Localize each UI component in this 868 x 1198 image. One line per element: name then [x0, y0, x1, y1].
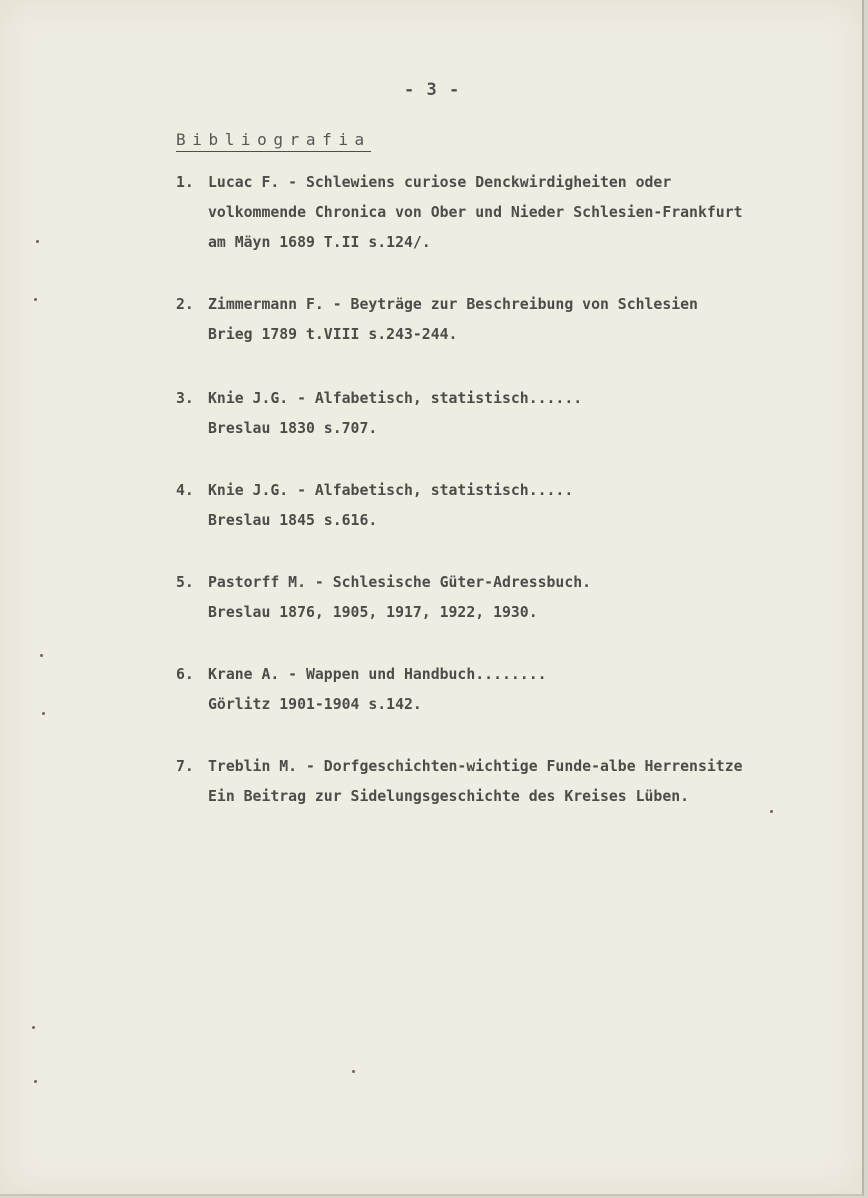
- entry-line: Lucac F. - Schlewiens curiose Denckwirdigheiten oder: [208, 174, 672, 191]
- entry-line: Knie J.G. - Alfabetisch, statistisch......: [208, 390, 583, 407]
- entry-line: Pastorff M. - Schlesische Güter-Adressbuch.: [208, 574, 592, 591]
- entry-number: 2.: [176, 296, 194, 313]
- page-number: - 3 -: [404, 80, 461, 100]
- bibliography-entry-2: [176, 290, 846, 350]
- paper-speck: [40, 654, 43, 657]
- entry-line: Breslau 1845 s.616.: [208, 512, 378, 529]
- paper-speck: [42, 712, 45, 715]
- bibliography-entry-6: [176, 660, 846, 720]
- entry-line: Treblin M. - Dorfgeschichten-wichtige Funde-albe Herrensitze: [208, 758, 743, 775]
- entry-number: 5.: [176, 574, 194, 591]
- entry-line: Breslau 1830 s.707.: [208, 420, 378, 437]
- paper-speck: [36, 240, 39, 243]
- paper-speck: [32, 1026, 35, 1029]
- entry-line: Knie J.G. - Alfabetisch, statistisch.....: [208, 482, 574, 499]
- entry-number: 1.: [176, 174, 194, 191]
- bibliography-heading: Bibliografia: [176, 132, 371, 152]
- entry-number: 7.: [176, 758, 194, 775]
- bibliography-entry-5: [176, 568, 846, 628]
- entry-line: Zimmermann F. - Beyträge zur Beschreibung von Schlesien: [208, 296, 698, 313]
- entry-line: Brieg 1789 t.VIII s.243-244.: [208, 326, 458, 343]
- paper-speck: [352, 1070, 355, 1073]
- entry-number: 4.: [176, 482, 194, 499]
- entry-line: Görlitz 1901-1904 s.142.: [208, 696, 422, 713]
- entry-line: am Mäyn 1689 T.II s.124/.: [208, 234, 431, 251]
- paper-speck: [34, 1080, 37, 1083]
- paper-speck: [34, 298, 37, 301]
- bibliography-entry-3: [176, 384, 846, 444]
- bibliography-entry-1: [176, 168, 846, 258]
- paper-speck: [770, 810, 773, 813]
- entry-number: 3.: [176, 390, 194, 407]
- bibliography-entry-7: [176, 752, 846, 812]
- entry-line: Breslau 1876, 1905, 1917, 1922, 1930.: [208, 604, 538, 621]
- entry-line: Ein Beitrag zur Sidelungsgeschichte des Kreises Lüben.: [208, 788, 690, 805]
- bibliography-entry-4: [176, 476, 846, 536]
- entry-number: 6.: [176, 666, 194, 683]
- entry-line: Krane A. - Wappen und Handbuch........: [208, 666, 547, 683]
- entry-line: volkommende Chronica von Ober und Nieder Schlesien-Frankfurt: [208, 204, 743, 221]
